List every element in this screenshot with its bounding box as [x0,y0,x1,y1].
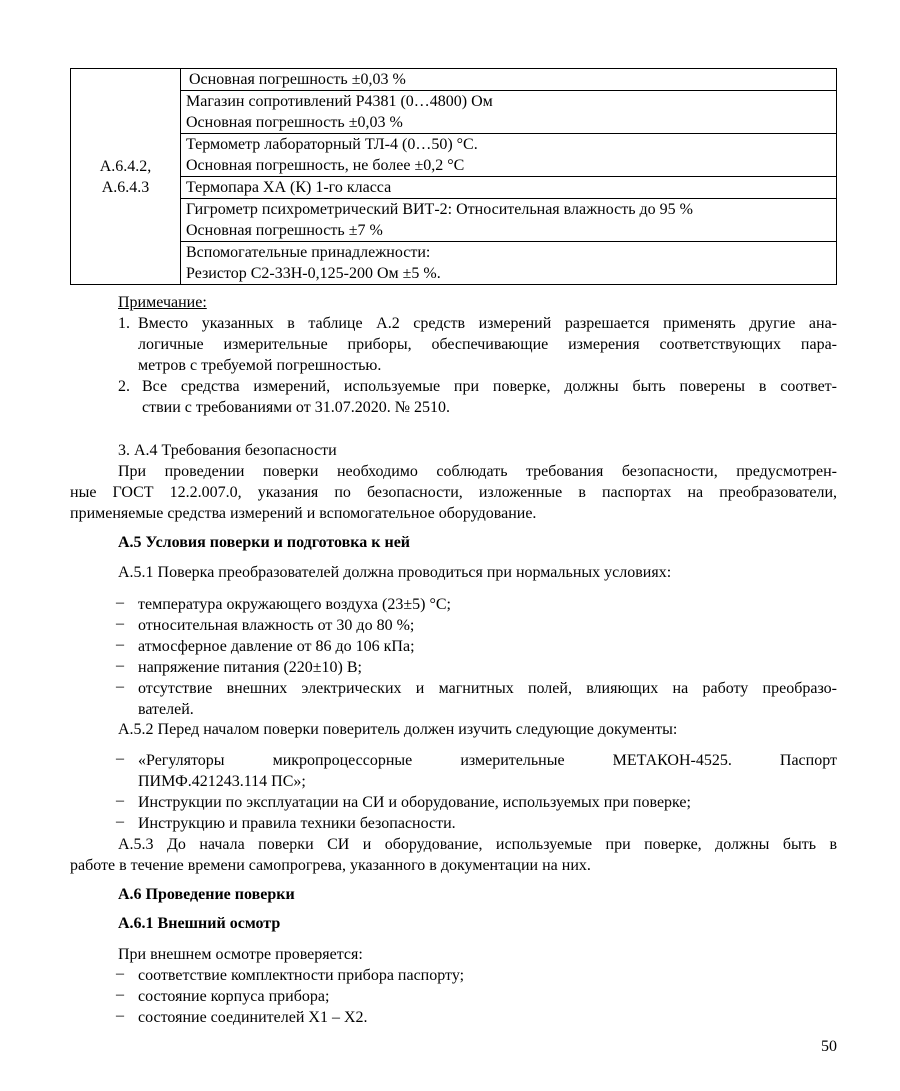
section-heading-a6: А.6 Проведение поверки [118,886,295,903]
table-row [71,69,837,91]
ref-line: А.6.4.3 [101,178,150,196]
table-row [71,242,837,285]
paragraph-line: работе в течение времени самопрогрева, указанного в документации на них. [70,857,591,874]
list-item-text: «Регуляторы микропроцессорные измерительные МЕТАКОН-4525. Паспорт [138,752,837,769]
note-line: Вместо указанных в таблице А.2 средств измерений разрешается применять другие ана- [138,315,837,332]
table-row [71,177,837,199]
list-item-text: атмосферное давление от 86 до 106 кПа; [138,638,415,655]
table-cell [181,242,837,285]
table-cell [181,134,837,177]
cell-line: Резистор С2-33Н-0,125-200 Ом ±5 %. [186,265,441,282]
dash-marker: – [116,657,124,674]
dash-marker: – [116,792,124,809]
subsection-heading: А.6.1 Внешний осмотр [118,915,281,932]
dash-marker: – [116,636,124,653]
table-row [71,199,837,242]
cell-line: Основная погрешность ±0,03 % [189,71,406,88]
paragraph-line: А.5.2 Перед началом поверки поверитель должен изучить следующие документы: [118,721,678,738]
table-cell [181,177,837,199]
note-line: логичные измерительные приборы, обеспечивающие измерения соответствующих пара- [138,336,837,353]
dash-marker: – [116,615,124,632]
ref-line: А.6.4.2, [99,157,152,175]
table-row [71,91,837,134]
note-line: ствии с требованиями от 31.07.2020. № 2510. [142,399,450,416]
list-item-text: состояние соединителей Х1 – Х2. [138,1009,368,1026]
cell-line: Основная погрешность ±7 % [186,222,383,239]
dash-marker: – [116,1007,124,1024]
list-item-text: температура окружающего воздуха (23±5) °С; [138,596,451,613]
dash-marker: – [116,813,124,830]
dash-marker: – [116,750,124,767]
note-item-number: 1. [118,315,130,332]
dash-marker: – [116,965,124,982]
note-line: метров с требуемой погрешностью. [138,357,382,374]
note-heading [118,292,318,313]
dash-marker: – [116,986,124,1003]
table-row [71,134,837,177]
list-item-text: Инструкцию и правила техники безопасности. [138,815,456,832]
table-cell [181,91,837,134]
list-item-text: ПИМФ.421243.114 ПС»; [138,773,306,790]
paragraph-line: При внешнем осмотре проверяется: [118,946,363,963]
list-item-text: относительная влажность от 30 до 80 %; [138,617,415,634]
note-line: Все средства измерений, используемые при поверке, должны быть поверены в соответ- [142,378,837,395]
note-item-number: 2. [118,378,130,395]
list-item-text: вателей. [138,701,194,718]
section-heading-a4: 3. А.4 Требования безопасности [118,442,337,459]
paragraph-line: применяемые средства измерений и вспомогательное оборудование. [70,505,537,522]
reference-cell [71,69,181,285]
paragraph-line: А.5.3 До начала поверки СИ и оборудование, используемые при поверке, должны быть в [118,836,837,853]
list-item-text: состояние корпуса прибора; [138,988,330,1005]
list-item-text: Инструкции по эксплуатации на СИ и оборудование, используемых при поверке; [138,794,691,811]
cell-line: Основная погрешность, не более ±0,2 °С [186,157,465,174]
cell-line: Основная погрешность ±0,03 % [186,114,403,131]
paragraph-line: При проведении поверки необходимо соблюдать требования безопасности, предусмотрен- [118,463,837,480]
cell-line: Вспомогательные принадлежности: [186,244,431,261]
list-item-text: напряжение питания (220±10) В; [138,659,362,676]
note-heading-text: Примечание: [118,294,207,311]
section-heading-a5: А.5 Условия поверки и подготовка к ней [118,534,411,551]
list-item-text: соответствие комплектности прибора паспорту; [138,967,465,984]
equipment-table [70,68,837,285]
cell-line: Термометр лабораторный ТЛ-4 (0…50) °С. [186,136,478,153]
table-cell [181,69,837,91]
paragraph-line: А.5.1 Поверка преобразователей должна проводиться при нормальных условиях: [118,564,672,581]
cell-line: Магазин сопротивлений Р4381 (0…4800) Ом [186,93,493,110]
list-item-text: отсутствие внешних электрических и магнитных полей, влияющих на работу преобразо- [138,680,837,697]
dash-marker: – [116,678,124,695]
cell-line: Гигрометр психрометрический ВИТ-2: Относительная влажность до 95 % [186,201,693,218]
dash-marker: – [116,594,124,611]
cell-line: Термопара ХА (К) 1-го класса [186,179,392,196]
table-cell [181,199,837,242]
paragraph-line: ные ГОСТ 12.2.007.0, указания по безопасности, изложенные в паспортах на преобразователи, [70,484,837,501]
page-number: 50 [821,1038,837,1055]
